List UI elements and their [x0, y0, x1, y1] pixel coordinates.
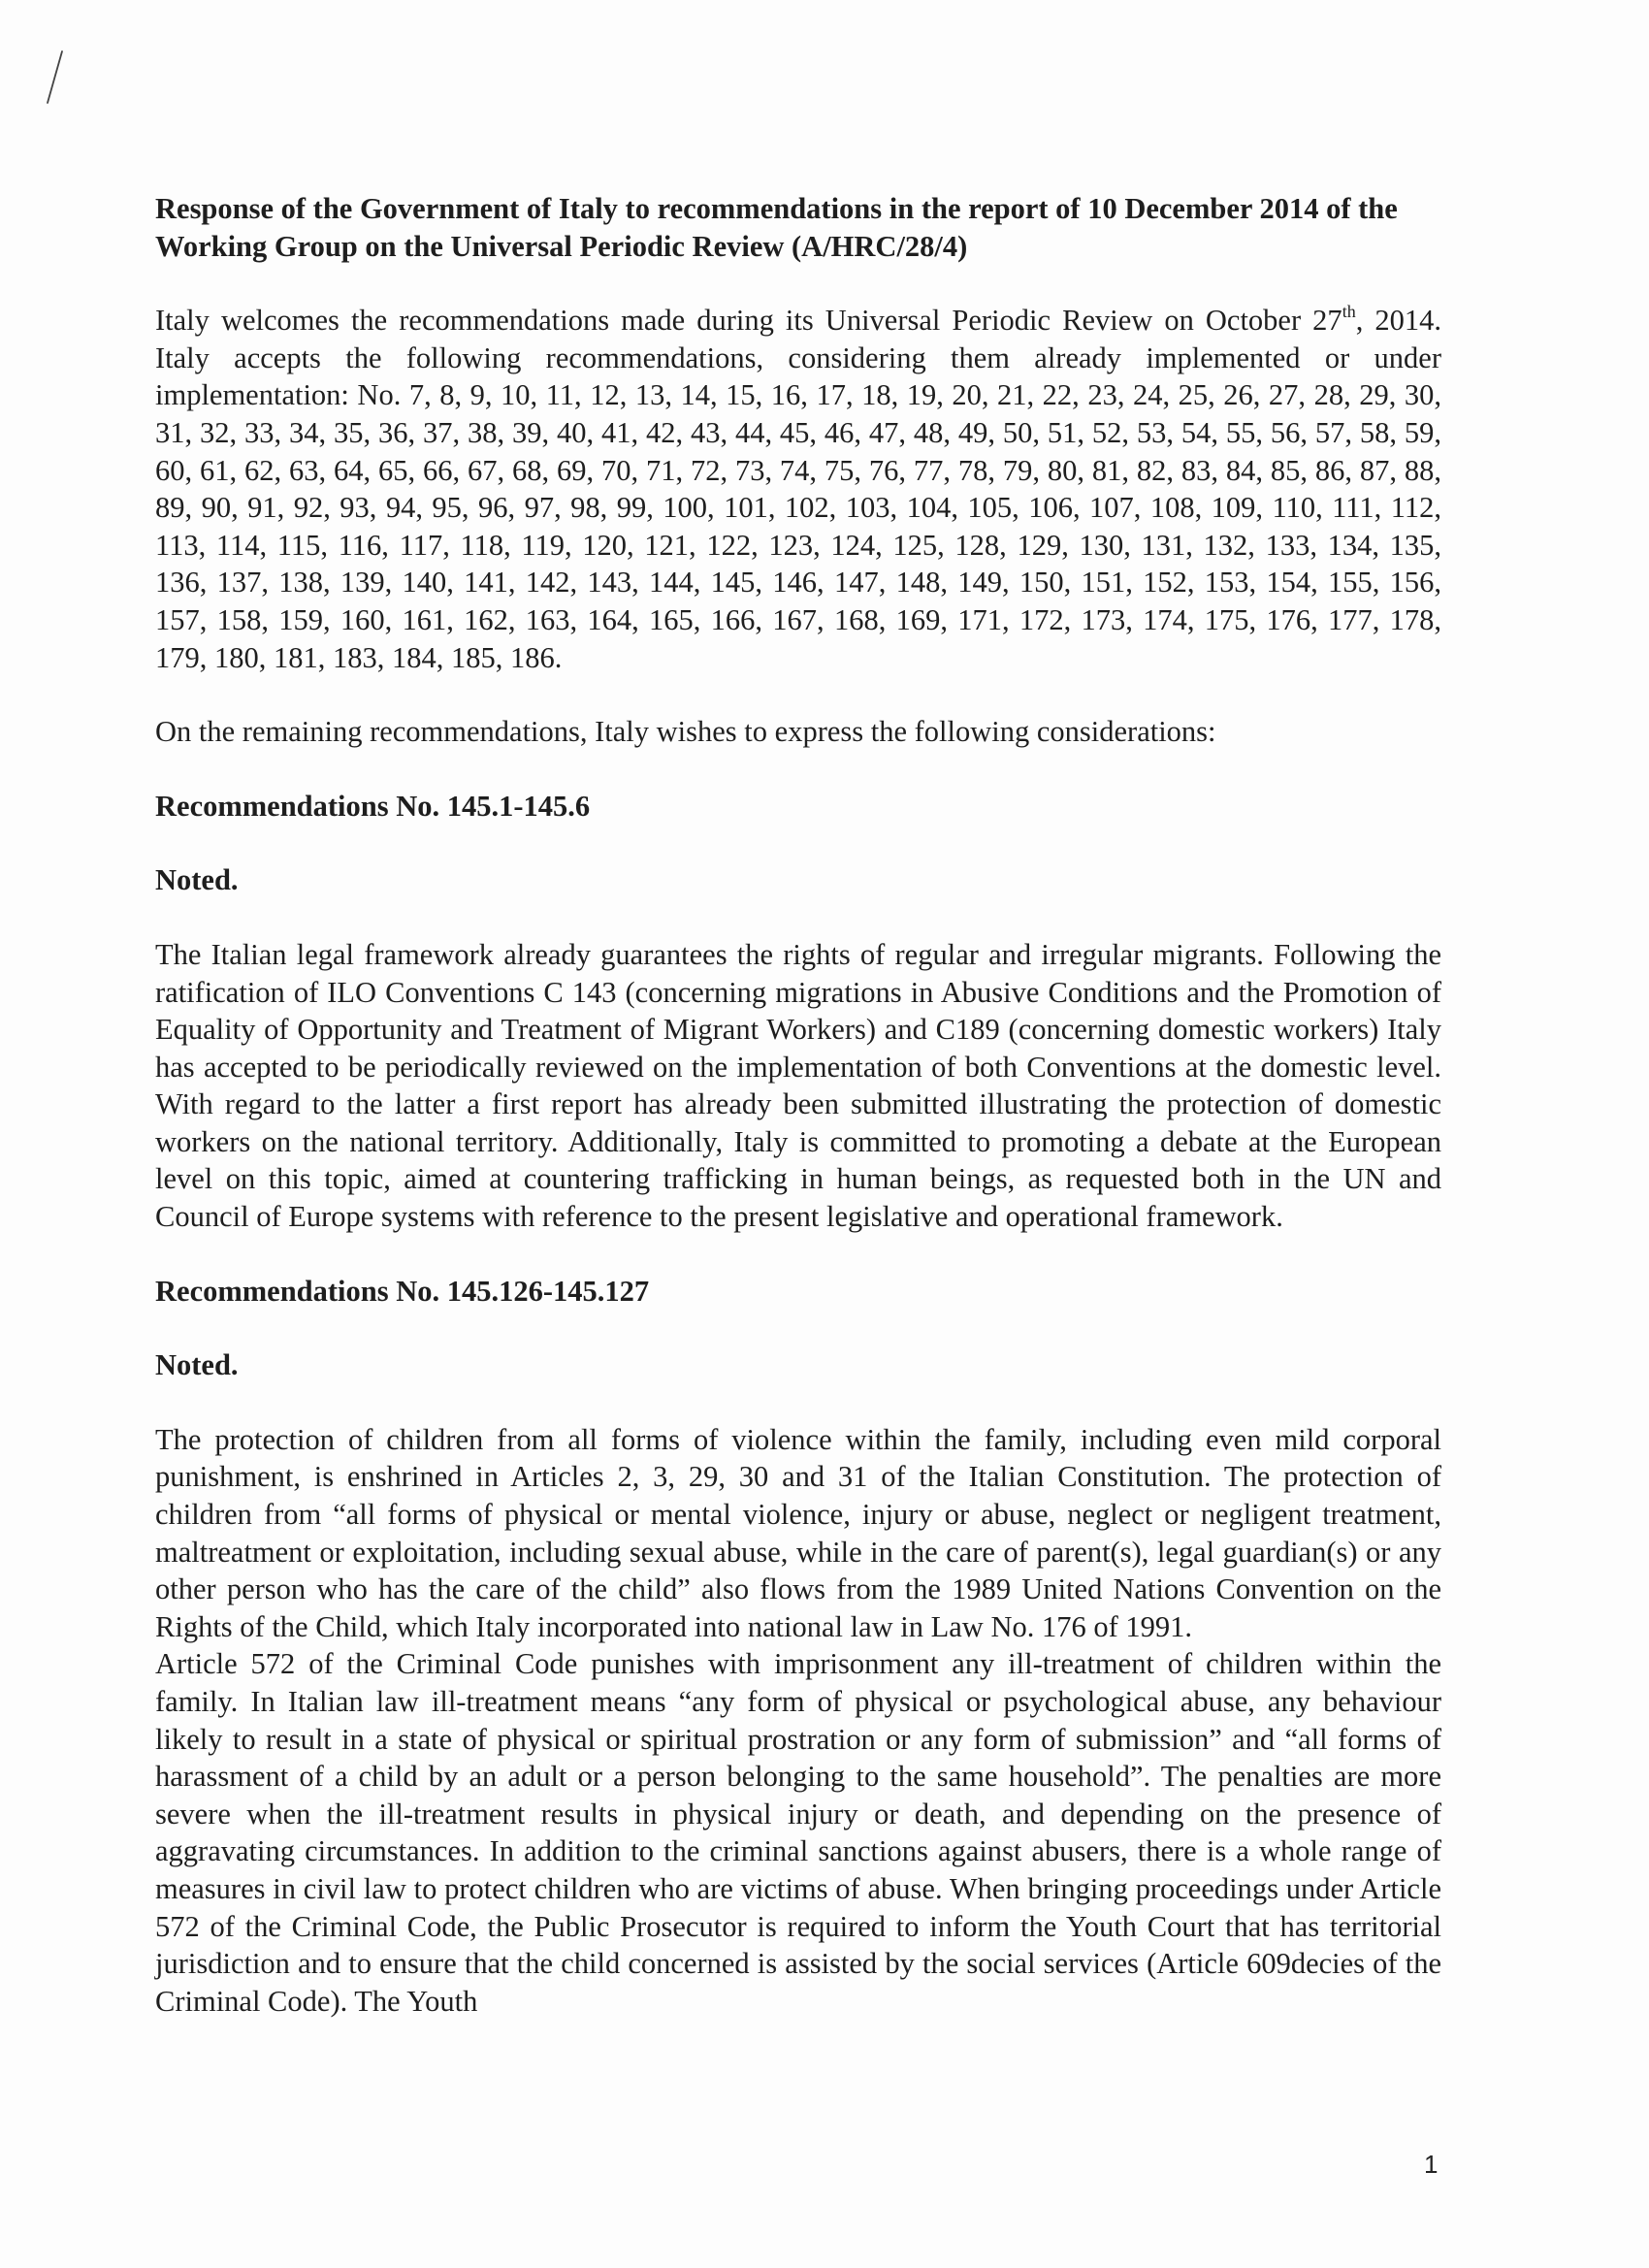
section-status-145-126: Noted. — [155, 1348, 239, 1382]
section-paragraph-migrants: The Italian legal framework already guarantees the rights of regular and irregular migrants. Following the ratification of ILO Conventions C 143 (concerning migrations in Abusive Conditions and the Promotion of Equality of Opportunity and Treatment of Migrant Workers) and C189 (concerning domestic workers) Italy has accepted to be periodically reviewed on the implementation of both Conventions at the domestic level. With regard to the latter a first report has already been submitted illustrating the protection of domestic workers on the national territory. Additionally, Italy is committed to promoting a debate at the European level on this topic, aimed at countering trafficking in human beings, as requested both in the UN and Council of Europe systems with reference to the present legislative and operational framework. — [155, 937, 1441, 1234]
section-paragraph-criminal-code: Article 572 of the Criminal Code punishes with imprisonment any ill-treatment of children within the family. In Italian law ill-treatment means “any form of physical or psychological abuse, any behaviour likely to result in a state of physical or spiritual prostration or any form of submission” and “all forms of harassment of a child by an adult or a person belonging to the same household”. The penalties are more severe when the ill-treatment results in physical injury or death, and depending on the presence of aggravating circumstances. In addition to the criminal sanctions against abusers, there is a whole range of measures in civil law to protect children who are victims of abuse. When bringing proceedings under Article 572 of the Criminal Code, the Public Prosecutor is required to inform the Youth Court that has territorial jurisdiction and to ensure that the child concerned is assisted by the social services (Article 609decies of the Criminal Code). The Youth — [155, 1647, 1441, 2018]
document-title: Response of the Government of Italy to recommendations in the report of 10 December 2014 of the Working Group on the Universal Periodic Review (A/HRC/28/4) — [155, 192, 1398, 263]
section-heading-145-1: Recommendations No. 145.1-145.6 — [155, 789, 591, 823]
page-number: 1 — [1424, 2150, 1439, 2179]
remaining-considerations-paragraph: On the remaining recommendations, Italy wishes to express the following considerations: — [155, 715, 1216, 749]
section-paragraph-child-protection: The protection of children from all forms of violence within the family, including even mild corporal punishment, is enshrined in Articles 2, 3, 29, 30 and 31 of the Italian Constitution. The protection of children from “all forms of physical or mental violence, injury or abuse, neglect or negligent treatment, maltreatment or exploitation, including sexual abuse, while in the care of parent(s), legal guardian(s) or any other person who has the care of the child” also flows from the 1989 United Nations Convention on the Rights of the Child, which Italy incorporated into national law in Law No. 176 of 1991. — [155, 1422, 1441, 1643]
ordinal-suffix: th — [1342, 302, 1356, 322]
section-heading-145-126: Recommendations No. 145.126-145.127 — [155, 1274, 650, 1308]
intro-paragraph — [155, 302, 1441, 676]
section-status-145-1: Noted. — [155, 863, 239, 897]
intro-text-continued: , 2014. Italy accepts the following recommendations, considering them already implemented or under implementation: No. 7, 8, 9, 10, 11, 12, 13, 14, 15, 16, 17, 18, 19, 20, 21, 22, 23, 24, 25, 26, 27, 28, 29, 30, 31, 32, 33, 34, 35, 36, 37, 38, 39, 40, 41, 42, 43, 44, 45, 46, 47, 48, 49, 50, 51, 52, 53, 54, 55, 56, 57, 58, 59, 60, 61, 62, 63, 64, 65, 66, 67, 68, 69, 70, 71, 72, 73, 74, 75, 76, 77, 78, 79, 80, 81, 82, 83, 84, 85, 86, 87, 88, 89, 90, 91, 92, 93, 94, 95, 96, 97, 98, 99, 100, 101, 102, 103, 104, 105, 106, 107, 108, 109, 110, 111, 112, 113, 114, 115, 116, 117, 118, 119, 120, 121, 122, 123, 124, 125, 128, 129, 130, 131, 132, 133, 134, 135, 136, 137, 138, 139, 140, 141, 142, 143, 144, 145, 146, 147, 148, 149, 150, 151, 152, 153, 154, 155, 156, 157, 158, 159, 160, 161, 162, 163, 164, 165, 166, 167, 168, 169, 171, 172, 173, 174, 175, 176, 177, 178, 179, 180, 181, 183, 184, 185, 186. — [155, 304, 1442, 674]
handwritten-slash-mark — [43, 49, 66, 107]
document-body — [155, 190, 1441, 2020]
intro-text: Italy welcomes the recommendations made during its Universal Periodic Review on October 27 — [155, 304, 1342, 338]
